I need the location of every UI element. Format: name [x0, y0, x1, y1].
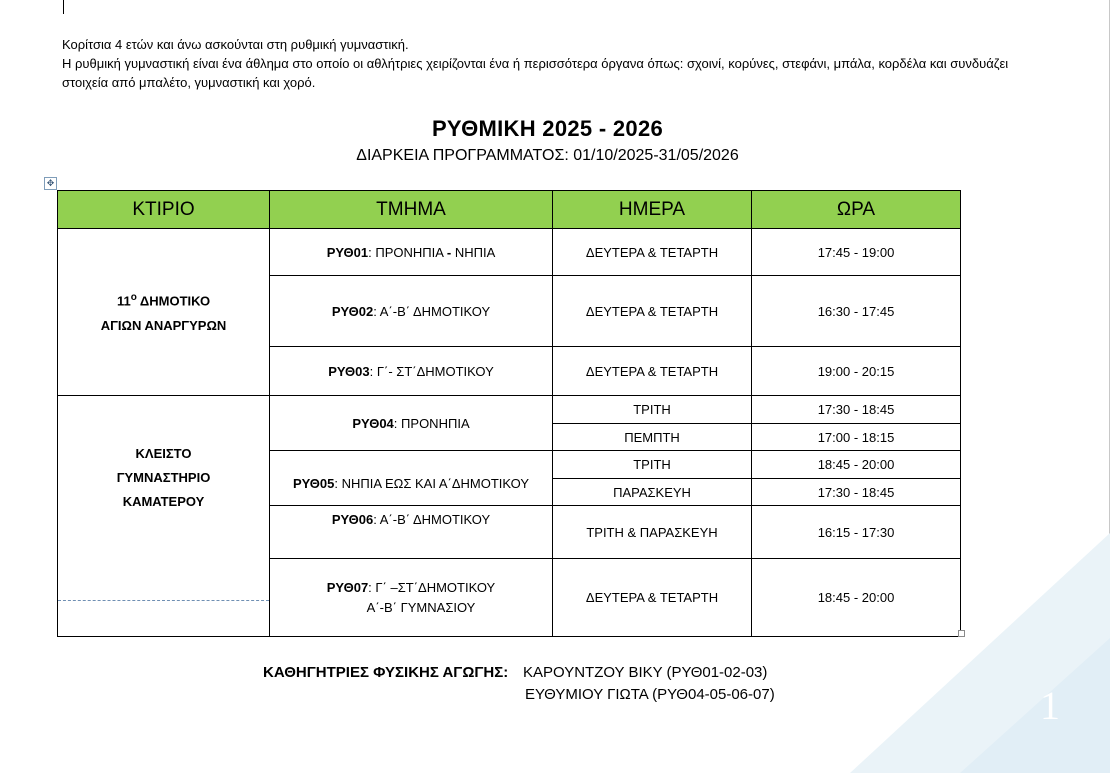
- intro-line-2: Η ρυθμική γυμναστική είναι ένα άθλημα στο οποίο οι αθλήτριες χειρίζονται ένα ή περισσότερα όργανα όπως: σχοινί, κορύνες, στεφάνι, μπάλα, κορδέλα και συνδυάζει στοιχεία από μπαλέτο, γυμναστική και χορό.: [62, 56, 1009, 90]
- section-code: ΡΥΘ03: [328, 363, 370, 379]
- section-code: ΡΥΘ04: [352, 415, 394, 431]
- section-code: ΡΥΘ07: [326, 579, 369, 595]
- section-desc: : Α΄-Β΄ ΔΗΜΟΤΙΚΟΥ: [373, 303, 491, 319]
- section-code: ΡΥΘ05: [292, 475, 335, 491]
- day-cell: ΔΕΥΤΕΡΑ & ΤΕΤΑΡΤΗ: [553, 559, 752, 637]
- section-desc: : ΠΡΟΝΗΠΙΑ: [368, 244, 447, 260]
- section-cell: [270, 451, 553, 506]
- section-cell: [270, 559, 553, 637]
- building-1-area: ΑΓΙΩΝ ΑΝΑΡΓΥΡΩΝ: [100, 317, 227, 333]
- building-1-ordinal: ο: [130, 292, 137, 304]
- table-header-row: [58, 191, 961, 229]
- teacher-1: ΚΑΡΟΥΝΤΖΟΥ ΒΙΚΥ (ΡΥΘ01-02-03): [523, 664, 768, 681]
- section-cell: [270, 347, 553, 396]
- section-cell: [270, 396, 553, 451]
- section-desc-line-2: Α΄-Β΄ ΓΥΜΝΑΣΙΟΥ: [366, 599, 476, 615]
- section-code: ΡΥΘ02: [331, 303, 374, 319]
- table-resize-handle[interactable]: [958, 630, 965, 637]
- building-2-line-3: ΚΑΜΑΤΕΡΟΥ: [122, 494, 205, 509]
- day-cell: ΤΡΙΤΗ & ΠΑΡΑΣΚΕΥΗ: [553, 506, 752, 559]
- building-cell-1: [58, 229, 270, 396]
- intro-line-1: Κορίτσια 4 ετών και άνω ασκούνται στη ρυθμική γυμναστική.: [62, 37, 409, 52]
- section-desc: : ΠΡΟΝΗΠΙΑ: [393, 415, 470, 431]
- section-code: ΡΥΘ06: [331, 512, 374, 527]
- section-code: ΡΥΘ01: [326, 244, 369, 260]
- section-desc: : ΝΗΠΙΑ ΕΩΣ ΚΑΙ Α΄ΔΗΜΟΤΙΚΟΥ: [334, 475, 530, 491]
- section-desc: : Α΄-Β΄ ΔΗΜΟΤΙΚΟΥ: [373, 512, 491, 527]
- building-1-type: ΔΗΜΟΤΙΚΟ: [136, 293, 211, 309]
- building-2-line-2: ΓΥΜΝΑΣΤΗΡΙΟ: [116, 470, 211, 485]
- time-cell: 16:15 - 17:30: [752, 506, 961, 559]
- time-cell: 18:45 - 20:00: [752, 559, 961, 637]
- time-cell: 19:00 - 20:15: [752, 347, 961, 396]
- schedule-table: [57, 190, 961, 637]
- section-dash: -: [446, 244, 452, 260]
- section-cell: [270, 276, 553, 347]
- header-day: ΗΜΕΡΑ: [553, 191, 752, 229]
- time-cell: 17:45 - 19:00: [752, 229, 961, 276]
- time-cell: 16:30 - 17:45: [752, 276, 961, 347]
- header-building: ΚΤΙΡΙΟ: [58, 191, 270, 229]
- day-cell: ΔΕΥΤΕΡΑ & ΤΕΤΑΡΤΗ: [553, 276, 752, 347]
- section-desc: : Γ΄- ΣΤ΄ΔΗΜΟΤΙΚΟΥ: [369, 363, 494, 379]
- time-cell: 18:45 - 20:00: [752, 451, 961, 479]
- section-cell: [270, 229, 553, 276]
- header-time: ΩΡΑ: [752, 191, 961, 229]
- text-cursor: [63, 0, 64, 14]
- intro-text[interactable]: [62, 35, 1022, 92]
- cell-boundary-marker: [58, 600, 269, 601]
- section-cell: [270, 506, 553, 559]
- table-row: [58, 229, 961, 276]
- teachers-label: ΚΑΘΗΓΗΤΡΙΕΣ ΦΥΣΙΚΗΣ ΑΓΩΓΗΣ:: [263, 664, 509, 681]
- document-title: ΡΥΘΜΙΚΗ 2025 - 2026: [431, 116, 664, 141]
- header-section: ΤΜΗΜΑ: [270, 191, 553, 229]
- day-cell: ΤΡΙΤΗ: [553, 451, 752, 479]
- program-duration: ΔΙΑΡΚΕΙΑ ΠΡΟΓΡΑΜΜΑΤΟΣ: 01/10/2025-31/05/2026: [356, 147, 739, 164]
- day-cell: ΔΕΥΤΕΡΑ & ΤΕΤΑΡΤΗ: [553, 229, 752, 276]
- building-1-number: 11: [116, 293, 131, 309]
- building-2-line-1: ΚΛΕΙΣΤΟ: [135, 446, 192, 461]
- time-cell: 17:00 - 18:15: [752, 424, 961, 451]
- time-cell: 17:30 - 18:45: [752, 396, 961, 424]
- day-cell: ΠΑΡΑΣΚΕΥΗ: [553, 479, 752, 506]
- page-number: 1: [1040, 683, 1060, 728]
- section-desc: : Γ΄ –ΣΤ΄ΔΗΜΟΤΙΚΟΥ: [368, 579, 496, 595]
- table-row: [58, 396, 961, 424]
- teacher-2: ΕΥΘΥΜΙΟΥ ΓΙΩΤΑ (ΡΥΘ04-05-06-07): [525, 686, 775, 703]
- day-cell: ΤΡΙΤΗ: [553, 396, 752, 424]
- section-desc-b: ΝΗΠΙΑ: [451, 244, 496, 260]
- day-cell: ΔΕΥΤΕΡΑ & ΤΕΤΑΡΤΗ: [553, 347, 752, 396]
- table-move-handle-icon[interactable]: ✥: [44, 177, 57, 190]
- day-cell: ΠΕΜΠΤΗ: [553, 424, 752, 451]
- time-cell: 17:30 - 18:45: [752, 479, 961, 506]
